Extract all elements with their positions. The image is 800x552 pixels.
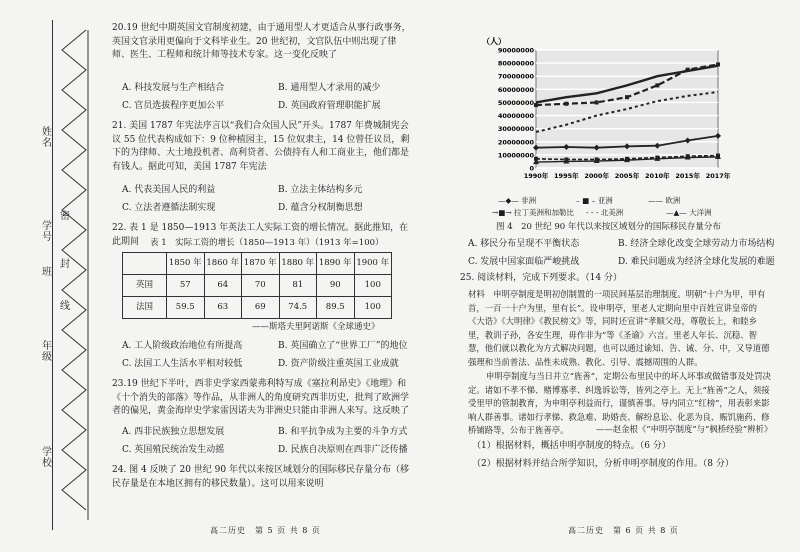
page-footer-left: 高二历史 第 5 页 共 8 页 <box>210 526 321 535</box>
table-cell: 57 <box>167 275 205 297</box>
q24-option-b: B. 经济全球化改变全球劳动力市场结构 <box>618 239 775 249</box>
legend-swatch: →■→ <box>492 208 512 217</box>
q22-source: ——斯塔夫里阿诺斯《全球通史》 <box>252 322 380 332</box>
q23-stem: 23.19 世纪下半叶，西非史学家西蒙弗利特写成《塞拉利昂史》《地理》和《十个消失的部落》等作品，从非洲人的角度研究西非历史，批判了欧洲学者的偏见，黄金海岸史学家雷因诺夫为非洲史只能由非洲人来写。这反映了 <box>112 379 410 416</box>
table-header: 1870 年 <box>242 253 280 275</box>
table-cell: 63 <box>204 297 242 319</box>
table-cell: 100 <box>354 275 392 297</box>
q23-option-c: C. 英国殖民统治发生动摇 <box>122 445 225 455</box>
legend-label: 亚洲 <box>597 196 613 205</box>
q22-option-c: C. 法国工人生活水平相对较低 <box>122 359 243 369</box>
x-tick-label: 1995年 <box>554 172 579 180</box>
legend-europe <box>648 196 680 206</box>
legend-oceania <box>666 208 712 218</box>
y-tick-label: 40000000 <box>497 112 534 121</box>
binding-strip <box>0 0 95 552</box>
y-tick-label: 0 <box>529 164 534 173</box>
q21-option-b: B. 立法主体结构多元 <box>278 185 363 195</box>
q23-option-b: B. 和平抗争成为主要的斗争方式 <box>278 427 408 437</box>
x-tick-label: 2017年 <box>705 172 731 180</box>
page-6 <box>460 0 775 552</box>
q22-stem: 22. 表 1 是 1850—1913 年英法工人实际工资的增长情况。据此推知，在此期间 <box>112 223 409 247</box>
table-cell: 74.5 <box>279 297 317 319</box>
legend-label: 北美洲 <box>600 208 624 217</box>
plot-area <box>536 50 718 168</box>
table-cell: 69 <box>242 297 280 319</box>
legend-namerica <box>586 208 623 218</box>
page-footer-right: 高二历史 第 6 页 共 8 页 <box>568 526 679 535</box>
table-header: 1900 年 <box>354 253 392 275</box>
y-tick-label: 70000000 <box>497 72 534 81</box>
binding-label-name: 姓名 <box>39 126 51 148</box>
q25-requirement-1: （1）根据材料，概括申明亭制度的特点。（6 分） <box>472 441 671 451</box>
x-tick-label: 2010年 <box>645 172 670 180</box>
binding-word-xian: 线 <box>57 300 69 311</box>
legend-swatch: - - - <box>586 208 599 217</box>
y-tick-label: 30000000 <box>497 125 534 134</box>
legend-swatch: —◆— <box>498 196 519 205</box>
table-cell: 70 <box>242 275 280 297</box>
x-tick-label: 1990年 <box>523 172 549 180</box>
q21-option-a: A. 代表美国人民的利益 <box>122 185 216 195</box>
series-point <box>595 100 599 104</box>
legend-asia <box>576 196 613 206</box>
q21-option-c: C. 立法者遵循法制实现 <box>122 203 216 213</box>
x-tick-label: 2015年 <box>675 172 700 180</box>
q22-option-a: A. 工人阶级政治地位有所提高 <box>122 341 243 351</box>
binding-label-number: 学号 <box>39 220 51 242</box>
wage-table <box>122 252 392 319</box>
table-corner <box>123 253 167 275</box>
q22-option-d: D. 资产阶级注重英国工业成就 <box>278 359 399 369</box>
migration-chart <box>478 36 731 196</box>
q20-stem: 20.19 世纪中期英国文官制度初建，由于通用型人才更适合从事行政事务，英国文官录用更偏向于文科毕业生。20 世纪初，文官队伍中则出现了律师、医生、工程师和统计师等技术专家。这一变化反映了 <box>112 23 411 60</box>
q20-option-d: D. 英国政府管理职能扩展 <box>278 101 381 111</box>
y-tick-label: 80000000 <box>497 59 534 68</box>
table-cell: 法国 <box>123 297 167 319</box>
table-cell: 64 <box>204 275 242 297</box>
q21-stem: 21. 美国 1787 年宪法序言以“我们合众国人民”开头。1787 年费城制宪会议 55 位代表构成如下：9 位种植园主，15 位奴隶主，14 位曾任议员，剩下的为律师、大土地投机者、高利贷者、公债持有人和工商业主，他们都是有钱人。据此可知，美国 1787 年宪法 <box>112 121 410 172</box>
q20-option-a: A. 科技发展与生产相结合 <box>122 83 225 93</box>
legend-africa <box>498 196 536 206</box>
table-cell: 100 <box>354 297 392 319</box>
series-point <box>534 103 538 107</box>
y-axis-label: （人） <box>482 37 506 46</box>
q20-option-c: C. 官员选拔程序更加公平 <box>122 101 225 111</box>
legend-swatch: —— <box>648 196 663 205</box>
table-header: 1860 年 <box>204 253 242 275</box>
series-point <box>625 95 629 99</box>
q24-option-c: C. 发展中国家面临严峻挑战 <box>468 257 580 267</box>
q25-requirement-2: （2）根据材料并结合所学知识，分析申明亭制度的作用。（8 分） <box>472 459 734 469</box>
q22-option-b: B. 英国确立了“世界工厂”的地位 <box>278 341 408 351</box>
q23-option-d: D. 民族自决原则在西非广泛传播 <box>278 445 408 455</box>
x-tick-label: 2005年 <box>614 172 640 180</box>
q25-material: 材料 申明亭制度是明初创制置的一项民间基层治理制度。明朝“十户为甲，甲有首，一百一十户为里，里有长”。设申明亭，里老人定期向里中百姓宣讲皇帝的《大诰》《大明律》《教民榜文》等，同时还宣讲“孝顺父母，尊敬长上，和睦乡里，教训子孙，各安生理，毋作非为”等《圣谕》六言。里老人年长、沉稳、智慧，他们就以教化为方式解决问题，也可以通过谕知、告、诫、分、中，又导道德强理和当前普法、品性未成熟、教化、引导、震撼周围的人群。 <box>468 289 770 368</box>
table-cell: 59.5 <box>167 297 205 319</box>
legend-label: 非洲 <box>521 196 537 205</box>
binding-label-grade: 年级 <box>39 340 51 362</box>
chart-title: 图 4 20 世纪 90 年代以来按区域划分的国际移民存量分布 <box>496 222 721 232</box>
q25-source: ——赵金根《“申明亭制度”与“枫桥经验”辨析》 <box>596 424 773 434</box>
y-tick-label: 50000000 <box>497 98 534 107</box>
series-point <box>655 83 659 87</box>
q24-option-d: D. 难民问题成为经济全球化发展的难题 <box>618 257 775 267</box>
q23-option-a: A. 西非民族独立思想发展 <box>122 427 225 437</box>
binding-line <box>52 20 53 530</box>
zigzag-border <box>58 30 92 520</box>
x-tick-label: 2000年 <box>584 172 609 180</box>
q21-option-d: D. 蕴含分权制衡思想 <box>278 203 363 213</box>
legend-label: 拉丁美洲和加勒比 <box>514 208 575 217</box>
legend-label: 欧洲 <box>665 196 681 205</box>
table-cell: 英国 <box>123 275 167 297</box>
y-tick-label: 60000000 <box>497 85 534 94</box>
table-row <box>123 297 392 319</box>
table-cell: 89.5 <box>317 297 355 319</box>
binding-label-class: 班 <box>39 266 51 277</box>
q24-option-a: A. 移民分布呈现不平衡状态 <box>468 239 580 249</box>
q25-title: 25. 阅读材料，完成下列要求。（14 分） <box>460 273 622 283</box>
legend-swatch: —▲— <box>666 208 687 217</box>
binding-word-mi: 密 <box>57 210 69 221</box>
table-header: 1880 年 <box>279 253 317 275</box>
table-header: 1850 年 <box>167 253 205 275</box>
table-row <box>123 275 392 297</box>
q20-option-b: B. 通用型人才录用的减少 <box>278 83 381 93</box>
legend-swatch: – ■ – <box>576 196 596 205</box>
page-5 <box>100 0 411 552</box>
table-cell: 81 <box>279 275 317 297</box>
binding-word-feng: 封 <box>57 258 69 269</box>
series-point <box>564 102 568 106</box>
table-cell: 90 <box>317 275 355 297</box>
legend-label: 大洋洲 <box>689 208 712 217</box>
q25-material-2: 申明亭制度与当日并立“旌善”，定期公布里民中的坏人坏事或做错事及处罚决定。诸如不孝不悌、赌博寡孝、纠逸诉讼等，皆列之亭上。无上“旌善”之人，须接受里甲的管制教育，为申明亭利益而行，谨慎善事。导内同立“红榜”，用表彰来影响人群善事。诸如行孝悌、救急难、助婚丧、解纷息讼、化恶为良、赈饥施药、修桥铺路等，公布于旌善亭。 <box>468 371 771 436</box>
legend-latam <box>492 208 574 218</box>
binding-label-school: 学校 <box>39 446 51 468</box>
y-tick-label: 20000000 <box>497 138 534 147</box>
y-tick-label: 90000000 <box>497 46 534 55</box>
q22-table-title: 表 1 实际工资的增长（1850—1913 年）（1913 年=100） <box>150 238 384 248</box>
q24-stem: 24. 图 4 反映了 20 世纪 90 年代以来按区域划分的国际移民存量分布（移民存量是在本地区拥有的移民数量）。这可以用来说明 <box>112 465 409 489</box>
y-tick-label: 10000000 <box>497 151 534 160</box>
table-header: 1890 年 <box>317 253 355 275</box>
